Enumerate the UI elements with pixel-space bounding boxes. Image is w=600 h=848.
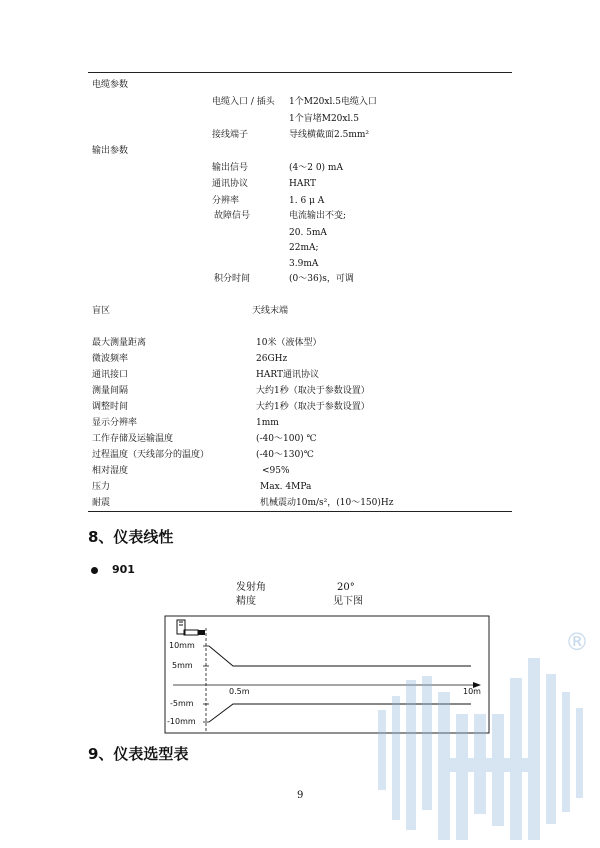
- cable-row-2-value: 1个盲堵M20xl.5: [289, 114, 359, 124]
- caption-angle-value: 20°: [337, 582, 355, 593]
- output-row-3-value: 1. 6 μ A: [289, 196, 325, 206]
- caption-accuracy-label: 精度: [236, 596, 256, 607]
- spec-1-value: 10米（液体型）: [256, 338, 322, 348]
- spec-8-label: 过程温度（天线部分的温度）: [92, 450, 210, 460]
- x-label-0-5m: 0.5m: [229, 687, 250, 696]
- spec-10-value: Max. 4MPa: [260, 482, 312, 492]
- output-row-3-label: 分辨率: [212, 196, 240, 206]
- spec-3-value: HART通讯协议: [256, 370, 319, 380]
- spec-4-label: 测量间隔: [92, 386, 129, 396]
- spec-5-value: 大约1秒（取决于参数设置）: [256, 402, 370, 412]
- spec-5-label: 调整时间: [92, 402, 129, 412]
- spec-2-label: 微波频率: [92, 354, 129, 364]
- spec-11-value: 机械震动10m/s²，(10～150)Hz: [260, 498, 394, 508]
- antenna-icon: [177, 620, 205, 635]
- bullet-icon: [91, 567, 98, 574]
- x-label-10m: 10m: [463, 687, 481, 696]
- output-row-4-value: 电流输出不变;: [289, 211, 347, 221]
- output-row-8-label: 积分时间: [214, 274, 251, 284]
- output-row-1-value: (4～2 0) mA: [289, 163, 343, 173]
- spec-4-value: 大约1秒（取决于参数设置）: [256, 386, 370, 396]
- page-number: 9: [297, 790, 304, 801]
- y-label-minus5mm: -5mm: [170, 699, 194, 708]
- spec-6-value: 1mm: [256, 418, 279, 428]
- spec-3-label: 通讯接口: [92, 370, 129, 380]
- y-label-minus10mm: -10mm: [167, 717, 196, 726]
- output-row-1-label: 输出信号: [212, 163, 249, 173]
- spec-11-label: 耐震: [92, 498, 111, 508]
- y-label-5mm: 5mm: [172, 661, 193, 670]
- caption-emission-angle-label: 发射角: [236, 582, 266, 593]
- cable-row-3-label: 接线端子: [212, 130, 249, 140]
- spec-9-value: <95%: [262, 466, 290, 476]
- top-rule: [88, 72, 512, 73]
- spec-7-value: (-40～100) ℃: [256, 434, 317, 444]
- section-8-heading: 8、仪表线性: [88, 528, 174, 546]
- y-label-10mm: 10mm: [169, 641, 195, 650]
- table-bottom-rule: [88, 511, 512, 512]
- output-row-7-value: 3.9mA: [289, 259, 319, 269]
- cable-section-title: 电缆参数: [92, 80, 129, 90]
- output-row-8-value: (0～36)s，可调: [289, 274, 354, 284]
- cable-row-3-value: 导线横截面2.5mm²: [289, 130, 369, 140]
- blind-zone-label: 盲区: [92, 306, 111, 316]
- section-9-heading: 9、仪表选型表: [88, 745, 189, 763]
- output-section-title: 输出参数: [92, 146, 129, 156]
- spec-10-label: 压力: [92, 482, 111, 492]
- output-row-2-value: HART: [289, 179, 316, 189]
- cable-row-1-value: 1个M20xl.5电缆入口: [289, 97, 377, 107]
- spec-8-value: (-40～130)℃: [256, 450, 314, 460]
- spec-9-label: 相对湿度: [92, 466, 129, 476]
- spec-2-value: 26GHz: [256, 354, 288, 364]
- spec-1-label: 最大测量距离: [92, 338, 147, 348]
- spec-6-label: 显示分辨率: [92, 418, 138, 428]
- spec-7-label: 工作存储及运输温度: [92, 434, 174, 444]
- caption-accuracy-value: 见下图: [333, 596, 363, 607]
- model-901: 901: [112, 563, 135, 576]
- output-row-2-label: 通讯协议: [212, 179, 249, 189]
- output-row-6-value: 22mA;: [289, 243, 319, 253]
- output-row-4-label: 故障信号: [214, 211, 251, 221]
- output-row-5-value: 20. 5mA: [289, 228, 327, 238]
- blind-zone-value: 天线末端: [252, 306, 289, 316]
- cable-row-1-label: 电缆入口 / 插头: [212, 97, 275, 107]
- registered-mark: ®: [565, 628, 589, 656]
